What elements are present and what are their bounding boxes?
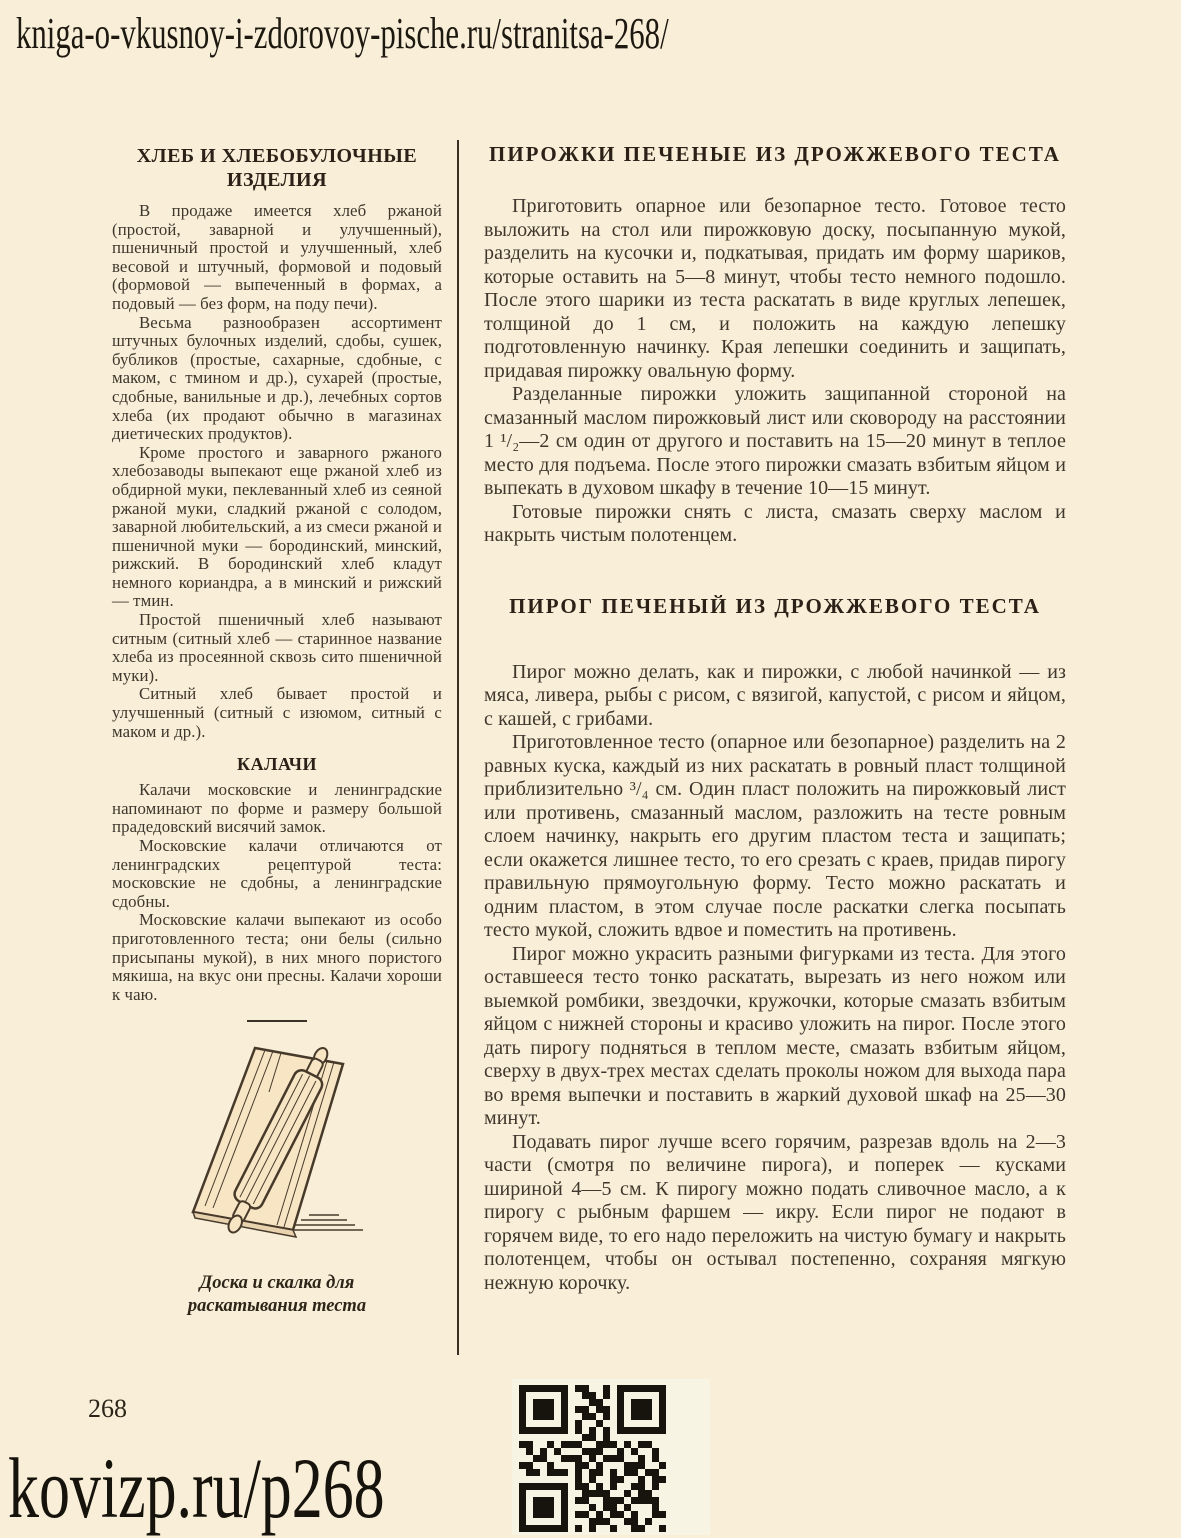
paragraph: Московские калачи выпекают из особо приготовленного теста; они белы (сильно присыпаны мукой), в них много пористого мякиша, на вкус они пресны. Калачи хороши к чаю. <box>112 910 442 1004</box>
dough-board-and-rolling-pin-illustration <box>177 1034 377 1246</box>
paragraph: Пирог можно делать, как и пирожки, с любой начинкой — из мяса, ливера, рыбы с рисом, с вязигой, капустой, с рисом и яйцом, с кашей, с грибами. <box>484 660 1066 730</box>
section-title-bread: ХЛЕБ И ХЛЕБОБУЛОЧНЫЕ ИЗДЕЛИЯ <box>136 145 418 191</box>
paragraph: Калачи московские и ленинградские напоминают по форме и размеру большой прадедовский висячий замок. <box>112 780 442 837</box>
right-column <box>484 142 1066 1295</box>
paragraph: Кроме простого и заварного ржаного хлебозаводы выпекают еще ржаной хлеб из обдирной муки, пеклеванный хлеб из сеяной ржаной муки, сладкий ржаной с солодом, заварной любительский, а из смеси ржаной и пшеничной муки — бородинский, минский, рижский. В бородинский хлеб кладут немного кориандра, а в минский и рижский — тмин. <box>112 442 442 611</box>
column-divider <box>457 140 459 1355</box>
paragraph: Весьма разнообразен ассортимент штучных булочных изделий, сдобы, сушек, бубликов (простые, сахарные, сдобные, с маком, с тмином и др.), сухарей (простые, сдобные, ванильные и др.), лечебных сортов хлеба (их продают обычно в магазинах диетических продуктов). <box>112 312 442 444</box>
section-title-pirog: ПИРОГ ПЕЧЕНЫЙ ИЗ ДРОЖЖЕВОГО ТЕСТА <box>509 593 1041 618</box>
paragraph: Подавать пирог лучше всего горячим, разрезав вдоль на 2—3 части (смотря по величине пирога), и поперек — кусками шириной 4—5 см. К пирогу можно подать сливочное масло, а к пирогу с рыбным фаршем — икру. Если пирог не подают в горячем виде, то его надо переложить на чистую бумагу и накрыть полотенцем, чтобы он остывал постепенно, сохраняя мягкую нежную корочку. <box>484 1130 1066 1294</box>
section-title-pirozhki: ПИРОЖКИ ПЕЧЕНЫЕ ИЗ ДРОЖЖЕВОГО ТЕСТА <box>489 142 1061 166</box>
section-divider-line <box>247 1020 307 1022</box>
paragraph: Простой пшеничный хлеб называют ситным (ситный хлеб — старинное название хлеба из просеянной сквозь сито пшеничной муки). <box>112 610 442 685</box>
paragraph: В продаже имеется хлеб ржаной (простой, заварной и улучшенный), пшеничный простой и улучшенный, хлеб весовой и штучный, формовой и подовый (формовой — выпеченный в формах, а подовый — без форм, на поду печи). <box>112 201 442 313</box>
left-column <box>112 144 442 1318</box>
paragraph: Приготовить опарное или безопарное тесто. Готовое тесто выложить на стол или пирожковую доску, посыпанную мукой, разделить на кусочки и, подкатывая, придать им форму шариков, которые оставить на 5—8 минут, чтобы тесто немного подошло. После этого шарики из теста раскатать в виде круглых лепешек, толщиной до 1 см, и положить на каждую лепешку подготовленную начинку. Края лепешки соединить и защипать, придавая пирожку овальную форму. <box>484 195 1066 382</box>
page-source-url: kniga-o-vkusnoy-i-zdorovoy-pische.ru/stranitsa-268/ <box>16 9 669 58</box>
paragraph: Разделанные пирожки уложить защипанной стороной на смазанный маслом пирожковый лист или сковороду на расстоянии 1 ¹/₂—2 см один от другого и поставить на 15—20 минут в теплое место для подъема. После этого пирожки смазать взбитым яйцом и выпекать в духовом шкафу в течение 10—15 минут. <box>484 383 1066 499</box>
paragraph: Ситный хлеб бывает простой и улучшенный (ситный с изюмом, ситный с маком и др.). <box>112 684 442 741</box>
paragraph: Пирог можно украсить разными фигурками из теста. Для этого оставшееся тесто тонко раскатать, вырезать из него ножом или выемкой ромбики, звездочки, кружочки, которые смазать взбитым яйцом с нижней стороны и красиво уложить на пирог. После этого дать пирогу подняться в теплом месте, смазать взбитым яйцом, сверху в двух-трех местах сделать проколы ножом для выхода пара во время выпечки и поставить в жаркий духовой шкаф на 25—30 минут. <box>484 942 1066 1129</box>
paragraph: Готовые пирожки снять с листа, смазать сверху маслом и накрыть чистым полотенцем. <box>484 500 1066 546</box>
qr-code-modules <box>519 1385 666 1532</box>
paragraph: Московские калачи отличаются от ленинградских рецептурой теста: московские не сдобны, а ленинградские сдобны. <box>112 836 442 911</box>
paragraph: Приготовленное тесто (опарное или безопарное) разделить на 2 равных куска, каждый из них раскатать в ровный пласт толщиной приблизительно ³/₄ см. Один пласт положить на пирожковый лист или противень, смазанный маслом, разложить на тесте ровным слоем начинку, накрыть его другим пластом теста и защипать; если окажется лишнее тесто, то его срезать с краев, придав пирогу правильную прямоугольную форму. Тесто можно раскатать и одним пластом, в этом случае после раскатки слегка посыпать тесто мукой, сложить вдвое и поместить на противень. <box>484 731 1066 941</box>
footer-short-url: kovizp.ru/p268 <box>8 1440 385 1536</box>
section-title-kalachi: КАЛАЧИ <box>237 754 317 775</box>
page-number: 268 <box>88 1394 127 1423</box>
illustration-caption: Доска и скалка для раскатывания теста <box>187 1273 367 1317</box>
qr-code <box>512 1379 710 1535</box>
